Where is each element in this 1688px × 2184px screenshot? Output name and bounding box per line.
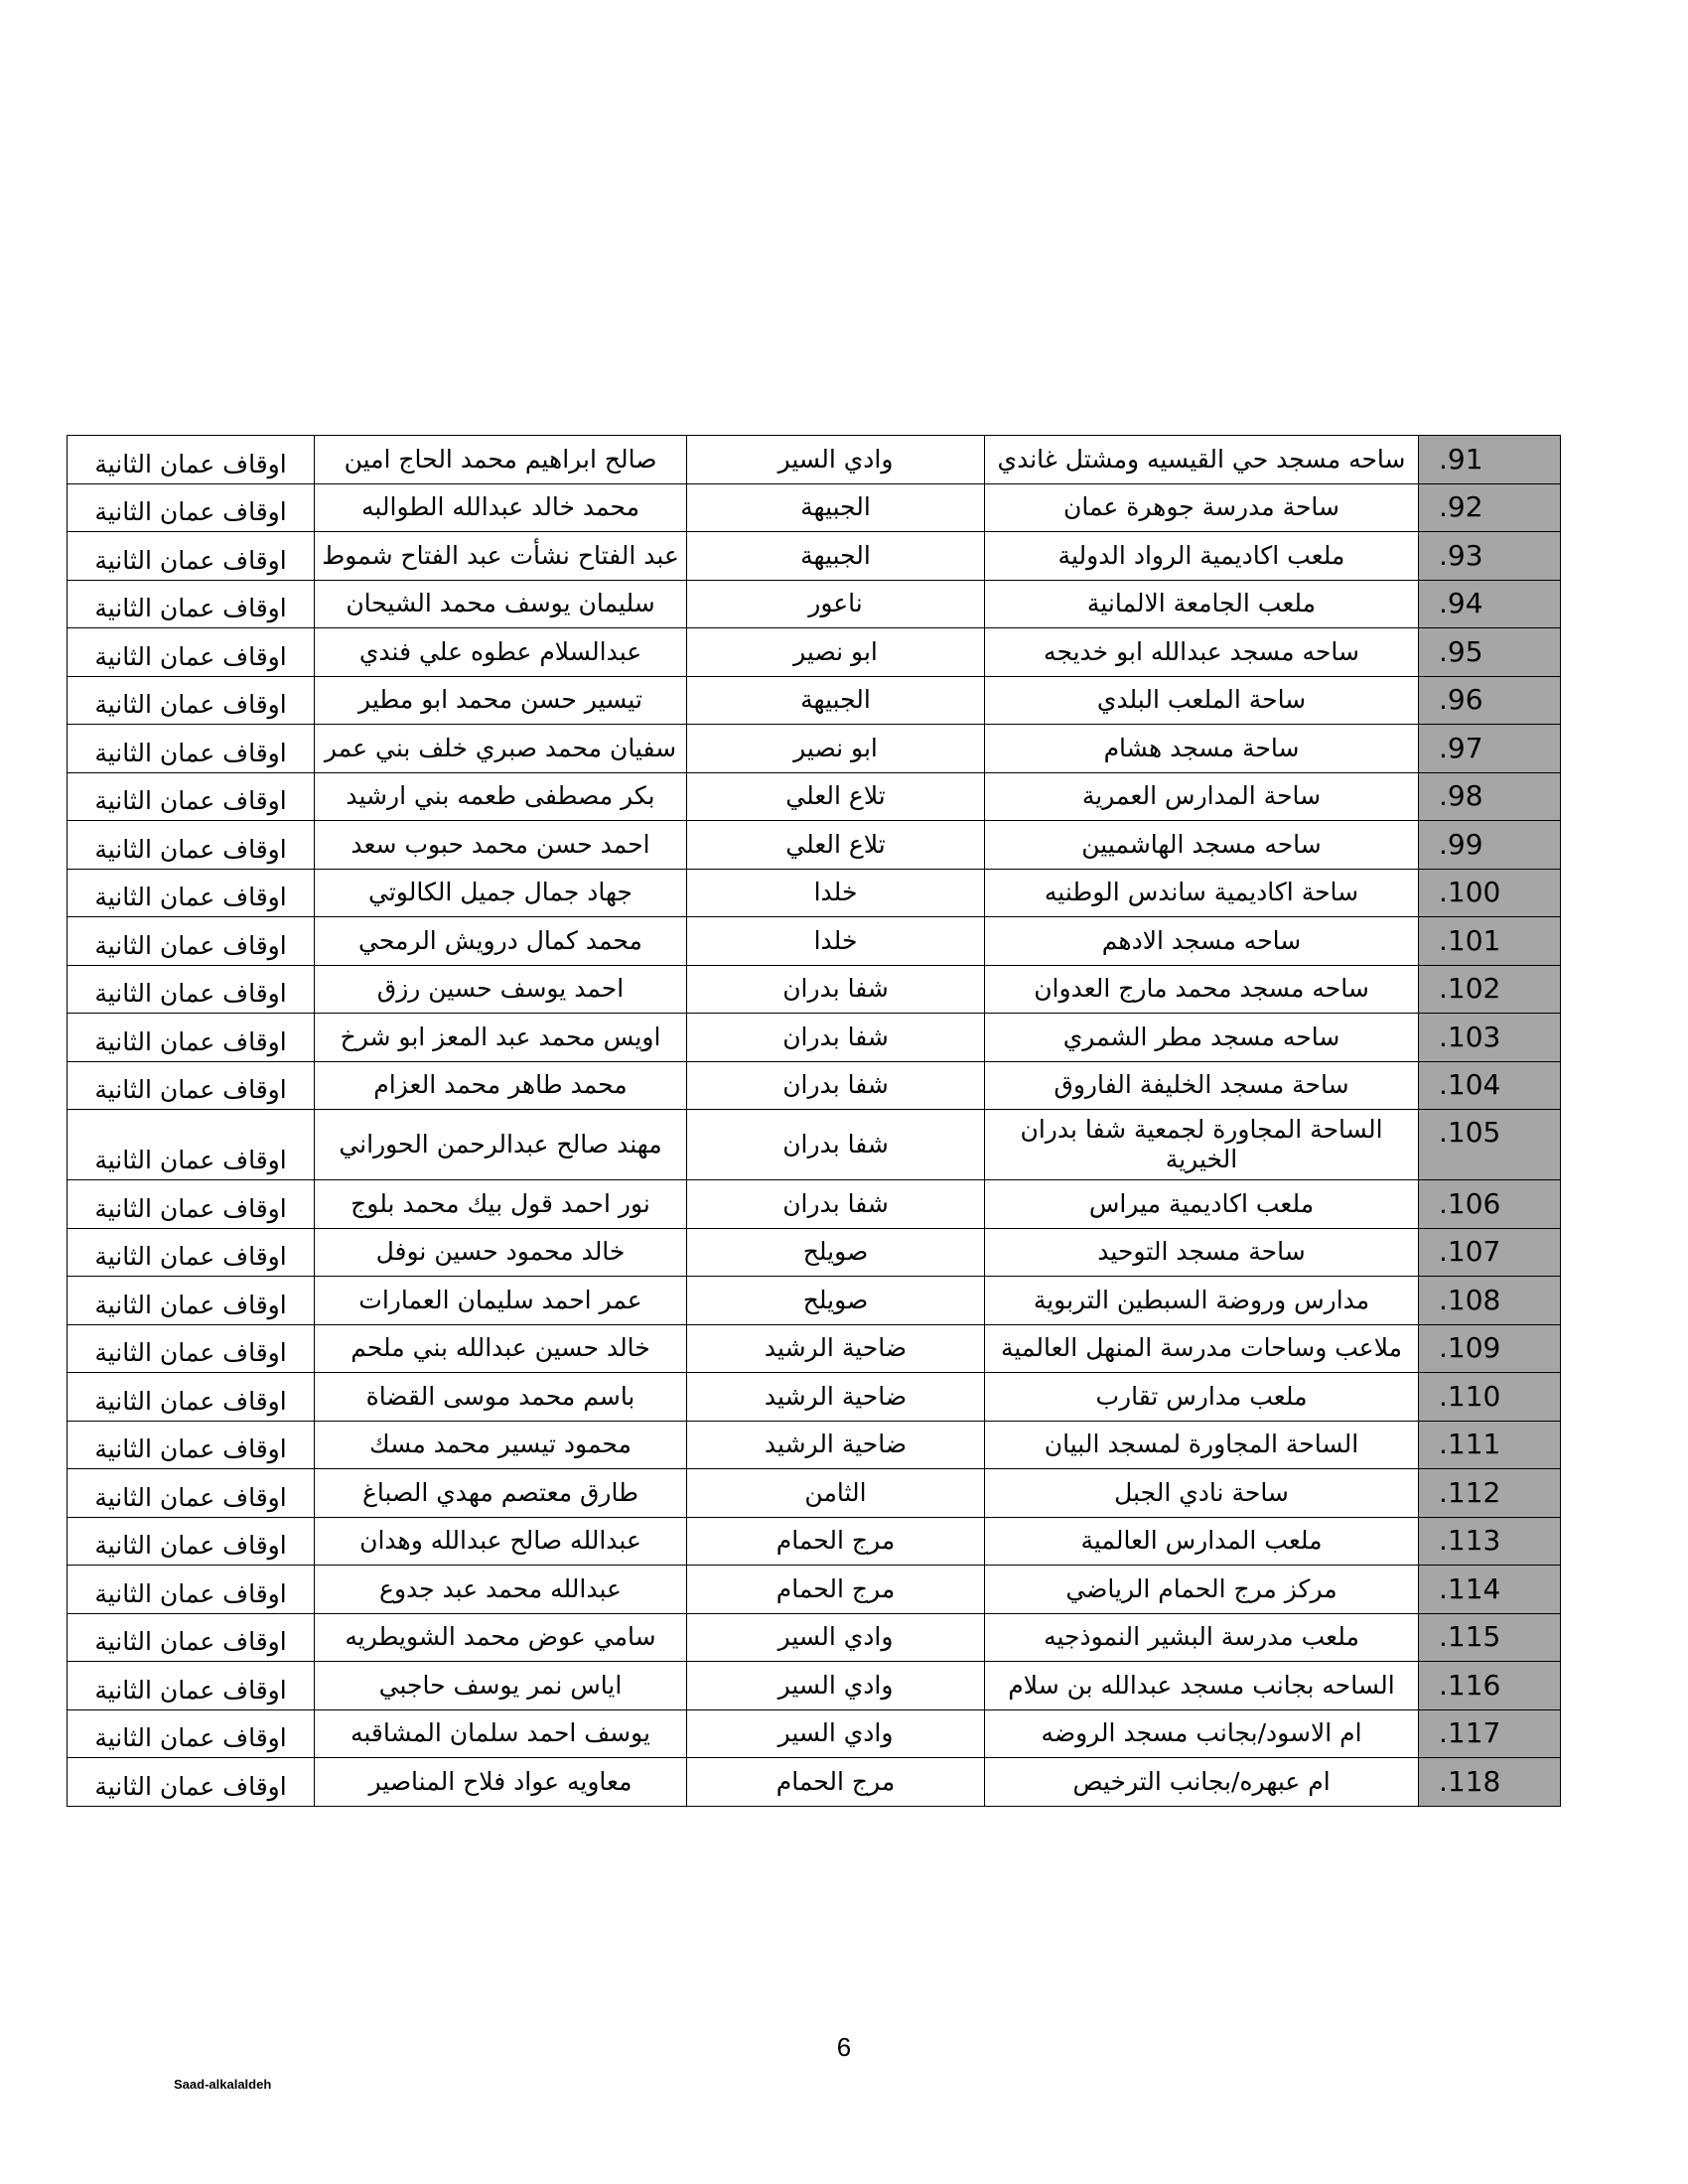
table-row [68, 483, 1561, 532]
cell-organization: اوقاف عمان الثانية [68, 1373, 315, 1422]
cell-row-number: .104 [1419, 1061, 1561, 1110]
cell-organization: اوقاف عمان الثانية [68, 1014, 315, 1062]
cell-area: الجبيهة [687, 676, 985, 725]
cell-place: ساحه مسجد الادهم [985, 917, 1419, 966]
cell-responsible-name: جهاد جمال جميل الكالوتي [315, 869, 687, 917]
cell-organization: اوقاف عمان الثانية [68, 917, 315, 966]
cell-row-number: .101 [1419, 917, 1561, 966]
cell-organization: اوقاف عمان الثانية [68, 1517, 315, 1566]
table-row [68, 1277, 1561, 1325]
table-row [68, 725, 1561, 773]
cell-row-number: .116 [1419, 1662, 1561, 1710]
cell-area: ضاحية الرشيد [687, 1373, 985, 1422]
cell-organization: اوقاف عمان الثانية [68, 580, 315, 628]
table-row [68, 1709, 1561, 1758]
cell-place: ساحة الملعب البلدي [985, 676, 1419, 725]
footer-author: Saad-alkalaldeh [174, 2077, 272, 2092]
cell-responsible-name: صالح ابراهيم محمد الحاج امين [315, 436, 687, 484]
cell-area: وادي السير [687, 1662, 985, 1710]
table-row [68, 1469, 1561, 1518]
cell-place: ساحه مسجد حي القيسيه ومشتل غاندي [985, 436, 1419, 484]
cell-area: مرج الحمام [687, 1758, 985, 1807]
cell-row-number: .100 [1419, 869, 1561, 917]
table-row [68, 1373, 1561, 1422]
cell-place: ملعب مدارس تقارب [985, 1373, 1419, 1422]
cell-responsible-name: محمد طاهر محمد العزام [315, 1061, 687, 1110]
cell-responsible-name: مهند صالح عبدالرحمن الحوراني [315, 1110, 687, 1180]
cell-organization: اوقاف عمان الثانية [68, 628, 315, 677]
table-row [68, 628, 1561, 677]
table-row [68, 1566, 1561, 1614]
cell-row-number: .115 [1419, 1613, 1561, 1662]
cell-row-number: .97 [1419, 725, 1561, 773]
cell-organization: اوقاف عمان الثانية [68, 483, 315, 532]
cell-place: ملاعب وساحات مدرسة المنهل العالمية [985, 1324, 1419, 1373]
table-row [68, 821, 1561, 870]
cell-place: ملعب الجامعة الالمانية [985, 580, 1419, 628]
cell-responsible-name: عبدالله محمد عبد جدوع [315, 1566, 687, 1614]
cell-responsible-name: احمد حسن محمد حبوب سعد [315, 821, 687, 870]
cell-place: ام عبهره/بجانب الترخيص [985, 1758, 1419, 1807]
cell-area: مرج الحمام [687, 1517, 985, 1566]
cell-row-number: .96 [1419, 676, 1561, 725]
cell-organization: اوقاف عمان الثانية [68, 1324, 315, 1373]
cell-responsible-name: اويس محمد عبد المعز ابو شرخ [315, 1014, 687, 1062]
cell-area: شفا بدران [687, 965, 985, 1014]
table-row [68, 869, 1561, 917]
cell-responsible-name: تيسير حسن محمد ابو مطير [315, 676, 687, 725]
cell-area: وادي السير [687, 1709, 985, 1758]
cell-area: شفا بدران [687, 1180, 985, 1229]
cell-row-number: .98 [1419, 772, 1561, 821]
cell-place: ساحه مسجد مطر الشمري [985, 1014, 1419, 1062]
cell-area: ناعور [687, 580, 985, 628]
cell-responsible-name: بكر مصطفى طعمه بني ارشيد [315, 772, 687, 821]
table-row [68, 1517, 1561, 1566]
cell-area: صويلح [687, 1228, 985, 1277]
cell-row-number: .117 [1419, 1709, 1561, 1758]
cell-responsible-name: عبدالسلام عطوه علي فندي [315, 628, 687, 677]
cell-row-number: .107 [1419, 1228, 1561, 1277]
cell-place: ساحه مسجد محمد مارج العدوان [985, 965, 1419, 1014]
cell-row-number: .93 [1419, 532, 1561, 581]
cell-organization: اوقاف عمان الثانية [68, 1566, 315, 1614]
cell-organization: اوقاف عمان الثانية [68, 676, 315, 725]
table-row [68, 1014, 1561, 1062]
table-row [68, 580, 1561, 628]
cell-organization: اوقاف عمان الثانية [68, 821, 315, 870]
cell-row-number: .103 [1419, 1014, 1561, 1062]
cell-area: تلاع العلي [687, 772, 985, 821]
table-row [68, 1228, 1561, 1277]
cell-place: ملعب المدارس العالمية [985, 1517, 1419, 1566]
cell-row-number: .94 [1419, 580, 1561, 628]
cell-responsible-name: سفيان محمد صبري خلف بني عمر [315, 725, 687, 773]
cell-organization: اوقاف عمان الثانية [68, 1228, 315, 1277]
cell-place: ساحة مسجد الخليفة الفاروق [985, 1061, 1419, 1110]
cell-row-number: .110 [1419, 1373, 1561, 1422]
cell-area: الثامن [687, 1469, 985, 1518]
cell-organization: اوقاف عمان الثانية [68, 725, 315, 773]
cell-place: ساحه مسجد عبدالله ابو خديجه [985, 628, 1419, 677]
cell-area: تلاع العلي [687, 821, 985, 870]
cell-responsible-name: اياس نمر يوسف حاجبي [315, 1662, 687, 1710]
cell-place: ساحة مسجد هشام [985, 725, 1419, 773]
cell-row-number: .106 [1419, 1180, 1561, 1229]
cell-organization: اوقاف عمان الثانية [68, 436, 315, 484]
cell-organization: اوقاف عمان الثانية [68, 1469, 315, 1518]
cell-responsible-name: طارق معتصم مهدي الصباغ [315, 1469, 687, 1518]
cell-place: ملعب مدرسة البشير النموذجيه [985, 1613, 1419, 1662]
table-row [68, 1421, 1561, 1469]
cell-area: شفا بدران [687, 1110, 985, 1180]
table-row [68, 1110, 1561, 1180]
cell-row-number: .118 [1419, 1758, 1561, 1807]
table-body [68, 436, 1561, 1807]
cell-area: وادي السير [687, 436, 985, 484]
cell-responsible-name: محمد خالد عبدالله الطوالبه [315, 483, 687, 532]
cell-organization: اوقاف عمان الثانية [68, 1180, 315, 1229]
cell-row-number: .91 [1419, 436, 1561, 484]
cell-organization: اوقاف عمان الثانية [68, 1709, 315, 1758]
cell-place: ام الاسود/بجانب مسجد الروضه [985, 1709, 1419, 1758]
cell-area: الجبيهة [687, 532, 985, 581]
cell-responsible-name: عبد الفتاح نشأت عبد الفتاح شموط [315, 532, 687, 581]
cell-area: خلدا [687, 917, 985, 966]
cell-organization: اوقاف عمان الثانية [68, 1758, 315, 1807]
cell-area: ضاحية الرشيد [687, 1421, 985, 1469]
cell-responsible-name: سليمان يوسف محمد الشيحان [315, 580, 687, 628]
cell-area: مرج الحمام [687, 1566, 985, 1614]
cell-organization: اوقاف عمان الثانية [68, 532, 315, 581]
cell-row-number: .113 [1419, 1517, 1561, 1566]
cell-organization: اوقاف عمان الثانية [68, 1662, 315, 1710]
cell-area: شفا بدران [687, 1014, 985, 1062]
cell-organization: اوقاف عمان الثانية [68, 1110, 315, 1180]
table-row [68, 917, 1561, 966]
cell-responsible-name: معاويه عواد فلاح المناصير [315, 1758, 687, 1807]
cell-responsible-name: احمد يوسف حسين رزق [315, 965, 687, 1014]
cell-organization: اوقاف عمان الثانية [68, 965, 315, 1014]
table-row [68, 772, 1561, 821]
page-number: 6 [836, 2032, 852, 2062]
cell-area: الجبيهة [687, 483, 985, 532]
cell-area: صويلح [687, 1277, 985, 1325]
cell-place: ملعب اكاديمية ميراس [985, 1180, 1419, 1229]
cell-organization: اوقاف عمان الثانية [68, 1061, 315, 1110]
cell-area: ابو نصير [687, 725, 985, 773]
cell-responsible-name: باسم محمد موسى القضاة [315, 1373, 687, 1422]
cell-place: ساحه مسجد الهاشميين [985, 821, 1419, 870]
cell-row-number: .109 [1419, 1324, 1561, 1373]
cell-responsible-name: يوسف احمد سلمان المشاقبه [315, 1709, 687, 1758]
cell-place: الساحة المجاورة لمسجد البيان [985, 1421, 1419, 1469]
cell-organization: اوقاف عمان الثانية [68, 1613, 315, 1662]
cell-organization: اوقاف عمان الثانية [68, 869, 315, 917]
table-row [68, 1324, 1561, 1373]
cell-responsible-name: سامي عوض محمد الشويطريه [315, 1613, 687, 1662]
cell-area: ابو نصير [687, 628, 985, 677]
table-row [68, 965, 1561, 1014]
cell-area: شفا بدران [687, 1061, 985, 1110]
table-row [68, 436, 1561, 484]
cell-responsible-name: محمد كمال درويش الرمحي [315, 917, 687, 966]
cell-place: الساحه بجانب مسجد عبدالله بن سلام [985, 1662, 1419, 1710]
table-row [68, 1613, 1561, 1662]
cell-responsible-name: خالد محمود حسين نوفل [315, 1228, 687, 1277]
cell-place: ساحة مسجد التوحيد [985, 1228, 1419, 1277]
table-row [68, 676, 1561, 725]
cell-responsible-name: عمر احمد سليمان العمارات [315, 1277, 687, 1325]
cell-row-number: .111 [1419, 1421, 1561, 1469]
locations-table [67, 435, 1561, 1807]
cell-place: مركز مرج الحمام الرياضي [985, 1566, 1419, 1614]
cell-row-number: .92 [1419, 483, 1561, 532]
cell-row-number: .99 [1419, 821, 1561, 870]
table-row [68, 1061, 1561, 1110]
cell-responsible-name: خالد حسين عبدالله بني ملحم [315, 1324, 687, 1373]
table-row [68, 1662, 1561, 1710]
cell-row-number: .114 [1419, 1566, 1561, 1614]
cell-row-number: .95 [1419, 628, 1561, 677]
cell-area: وادي السير [687, 1613, 985, 1662]
cell-responsible-name: محمود تيسير محمد مسك [315, 1421, 687, 1469]
cell-row-number: .102 [1419, 965, 1561, 1014]
cell-place: ساحة مدرسة جوهرة عمان [985, 483, 1419, 532]
cell-responsible-name: نور احمد قول بيك محمد بلوج [315, 1180, 687, 1229]
table-row [68, 1758, 1561, 1807]
cell-place: ساحة المدارس العمرية [985, 772, 1419, 821]
cell-place: الساحة المجاورة لجمعية شفا بدران الخيرية [985, 1110, 1419, 1180]
table-row [68, 532, 1561, 581]
cell-organization: اوقاف عمان الثانية [68, 772, 315, 821]
cell-row-number: .105 [1419, 1110, 1561, 1180]
cell-place: ساحة اكاديمية ساندس الوطنيه [985, 869, 1419, 917]
cell-row-number: .112 [1419, 1469, 1561, 1518]
locations-table-container [67, 435, 1560, 1807]
cell-organization: اوقاف عمان الثانية [68, 1421, 315, 1469]
cell-place: ساحة نادي الجبل [985, 1469, 1419, 1518]
cell-area: خلدا [687, 869, 985, 917]
cell-place: مدارس وروضة السبطين التربوية [985, 1277, 1419, 1325]
cell-place: ملعب اكاديمية الرواد الدولية [985, 532, 1419, 581]
cell-organization: اوقاف عمان الثانية [68, 1277, 315, 1325]
cell-row-number: .108 [1419, 1277, 1561, 1325]
table-row [68, 1180, 1561, 1229]
cell-area: ضاحية الرشيد [687, 1324, 985, 1373]
cell-responsible-name: عبدالله صالح عبدالله وهدان [315, 1517, 687, 1566]
